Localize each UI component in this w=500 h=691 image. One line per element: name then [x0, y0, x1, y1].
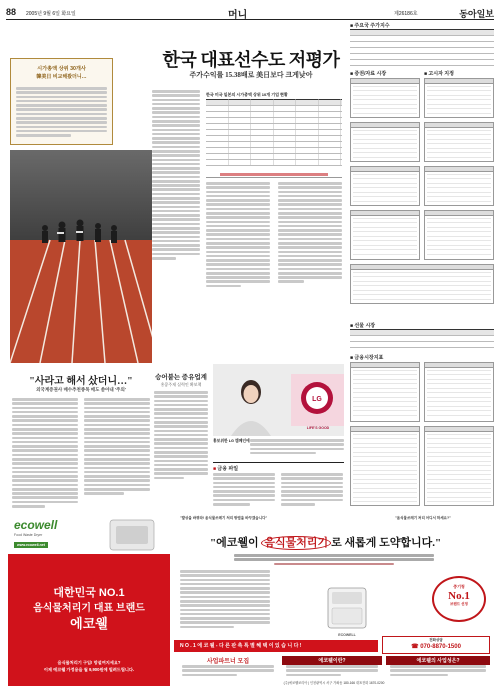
ad-badge-top: 중기청	[453, 584, 465, 589]
finance-file-col1	[213, 473, 275, 507]
issue-number: 제26186호	[394, 11, 418, 17]
main-body-col3	[278, 182, 342, 285]
svg-text:LG: LG	[312, 396, 322, 403]
ad-product-name: ECOWELL	[338, 633, 356, 637]
ecowell-product-icon	[100, 516, 166, 552]
main-body-col2	[206, 182, 270, 289]
ad-phone	[382, 636, 490, 654]
ecowell-url: www.ecowell.net	[14, 542, 48, 548]
ecowell-footer-2: 이제 에코웰 가정용을 월 9,900원에 빌려드립니다.	[43, 667, 135, 672]
ad-headline	[210, 534, 492, 550]
section-title: 머니	[228, 10, 248, 21]
ad-box-partner	[178, 656, 278, 680]
mini-chart-2	[424, 78, 494, 118]
exchange-title: ■ 금융시장지표	[350, 355, 384, 361]
publisher-logo: 동아일보	[459, 9, 494, 19]
ecowell-ad-top	[8, 514, 170, 554]
mini-chart-1	[350, 78, 420, 118]
sidebar-title: 韓美日 비교해봤더니…	[36, 74, 87, 80]
middle-subhead: 홍콩주재 실력인 확보책	[160, 382, 202, 387]
exchange-panel-1	[350, 362, 420, 422]
sidebar-box	[10, 58, 113, 145]
ad-top-notice-right: "음식물쓰레기 처리 어디서 하세요?"	[395, 516, 451, 520]
ad-badge	[432, 576, 486, 622]
finance-file-title-text: 금융 파일	[217, 466, 239, 472]
bottom-left-subhead: 외국계증권사 매수추천종목 매도 쏟아내 '주의'	[36, 387, 126, 392]
mini-chart-9	[350, 264, 494, 304]
ad-top-notice: "발상을 바꿔라! 음식물쓰레기 처리 방법을 바꾸겠습니다"	[180, 516, 268, 520]
middle-body	[154, 391, 208, 481]
table-title: 한국 미국 일본의 시가총액 상위 10개 기업 현황	[206, 92, 288, 97]
main-headline: 한국 대표선수도 저평가	[162, 50, 340, 70]
ad-product-image	[324, 582, 370, 632]
ecowell-headline-3: 에코웰	[70, 616, 108, 631]
finance-file-col2	[281, 473, 343, 507]
ad-badge-main: No.1	[448, 590, 470, 602]
photo-caption-body	[250, 439, 344, 456]
bottom-left-col2	[84, 398, 150, 496]
ecowell-ad-left	[8, 514, 170, 686]
finance-file-box	[213, 462, 344, 508]
table-subtitle	[206, 172, 342, 178]
ad-phone-label: 전화상담	[429, 638, 443, 642]
ad-footer: (주)에코웰코리아 | 인천광역시 서구 가좌동 180-166 대표전화 1670-0200	[283, 681, 385, 685]
finance-file-icon: ■	[213, 466, 217, 472]
mini-chart-3	[350, 122, 420, 162]
fund-title: ■ 증권/자료 시장	[350, 71, 387, 77]
mini-chart-6	[424, 166, 494, 206]
bottom-left-col1	[12, 398, 78, 509]
exchange-panel-2	[424, 362, 494, 422]
ecowell-footer-1: 음식물처리기 구입! 망설여지세요?	[57, 660, 121, 665]
ad-headline-pre: "에코웰이	[210, 537, 262, 549]
ecowell-logo: ecowell	[14, 518, 58, 532]
ad-intro	[234, 554, 434, 565]
middle-headline: 승어붙는 증유업계	[155, 374, 207, 381]
lg-photo	[213, 364, 344, 436]
market-index-table	[350, 29, 494, 66]
page-header	[6, 6, 494, 20]
bottom-left-headline: "사라고 해서 샀더니…"	[29, 376, 133, 387]
sidebar-kicker: 시가총액 상위 30개사	[37, 66, 86, 72]
mini-chart-5	[350, 166, 420, 206]
table-grid-overlay	[206, 99, 342, 165]
ad-headline-post: 로 새롭게 도약합니다."	[331, 537, 442, 549]
sidebar-body	[16, 87, 107, 138]
right-column	[350, 22, 494, 510]
ecowell-headline-2: 음식물처리기 대표 브랜드	[33, 603, 145, 614]
ad-badge-sub: 브랜드 선정	[450, 602, 468, 606]
rate-table	[350, 329, 494, 348]
ad-red-bar-text: N O . 1 에 코 웰 - 다 른 판 촉 특 별 혜 택 이 있 습 니 다 !	[180, 643, 302, 649]
track-illustration	[10, 150, 152, 363]
investor-title: ■ 고시자 지정	[424, 71, 454, 77]
main-subhead: 주가수익률 15.38배로 美日보다 크게낮아	[189, 71, 313, 79]
issue-date: 2005년 9월 6일 화요일	[26, 11, 76, 17]
ad-box-business	[386, 656, 490, 680]
ecowell-tagline: Food Waste Dryer	[14, 533, 43, 537]
ad-box-partner-title: 사업파트너 모집	[206, 659, 250, 665]
exchange-panel-4	[424, 426, 494, 506]
ad-box-business-title: 에코웰의 사업성은?	[386, 656, 490, 665]
mini-chart-7	[350, 210, 420, 260]
market-index-title: ■ 주요국 주가지수	[350, 23, 390, 29]
mini-chart-8	[424, 210, 494, 260]
main-body-col1	[152, 90, 200, 261]
ecowell-ad-right	[174, 514, 494, 686]
ad-body-left	[180, 570, 270, 630]
track-photo	[10, 150, 152, 363]
exchange-panel-3	[350, 426, 420, 506]
ad-phone-number: ☎ 070-8870-1500	[411, 644, 461, 650]
ad-headline-circled: 음식물처리기	[261, 536, 331, 550]
ad-box-about	[282, 656, 382, 680]
page-number: 88	[6, 7, 17, 17]
rate-title: ■ 선물 시장	[350, 323, 376, 329]
photo-caption-title: 홍보위한 LG 캠페인에	[213, 439, 250, 443]
mini-chart-4	[424, 122, 494, 162]
ad-box-about-title: 에코웰이란?	[282, 656, 382, 665]
ecowell-headline-1: 대한민국 NO.1	[53, 587, 125, 599]
lg-label: LIFE'S GOOD	[306, 426, 330, 430]
ad-red-bar	[174, 640, 378, 652]
finance-file-title	[213, 465, 238, 472]
